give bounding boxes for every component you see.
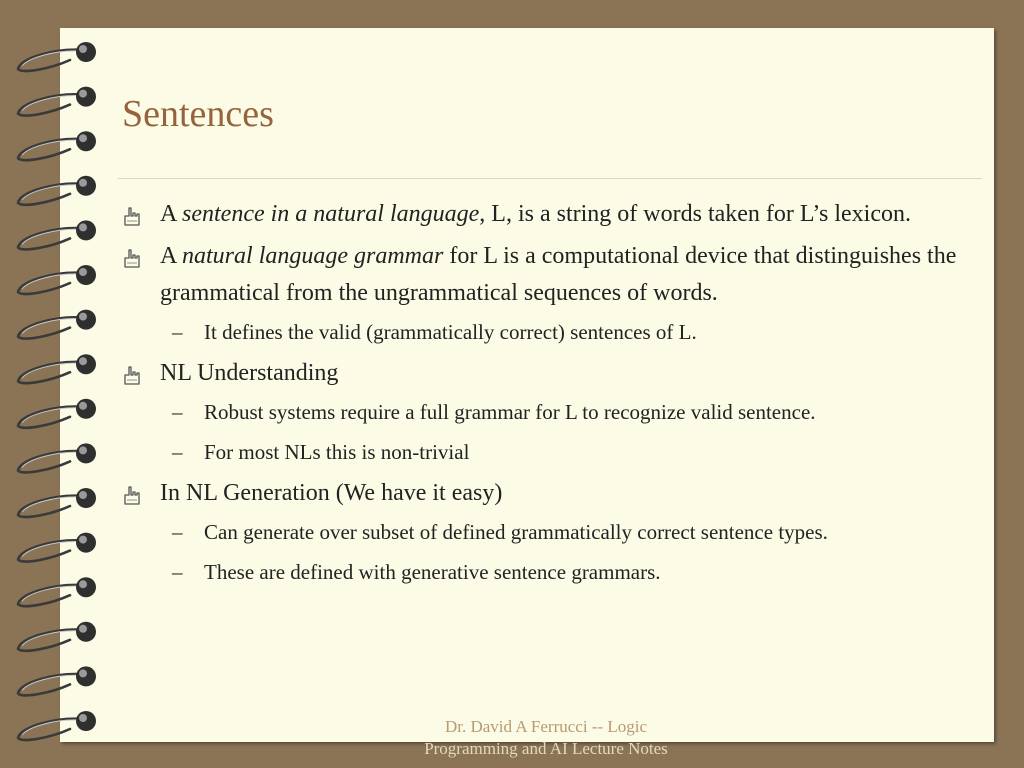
sub-bullet-item bbox=[122, 555, 982, 589]
text-segment: A bbox=[160, 243, 183, 269]
spiral-ring-icon bbox=[18, 443, 96, 472]
sub-bullet-text: For most NLs this is non-trivial bbox=[204, 440, 470, 464]
hand-pointer-icon bbox=[122, 247, 144, 269]
sub-list bbox=[160, 395, 982, 469]
sub-bullet-item bbox=[122, 315, 982, 349]
spiral-ring-icon bbox=[18, 131, 96, 160]
spiral-ring-icon bbox=[18, 666, 96, 695]
bullet-item bbox=[122, 238, 982, 349]
sub-list bbox=[160, 315, 982, 349]
bullet-list bbox=[122, 196, 982, 595]
text-segment: , L, is a string of words taken for L’s lexicon. bbox=[479, 201, 912, 227]
dash-marker: – bbox=[172, 320, 183, 344]
sub-bullet-text: It defines the valid (grammatically correct) sentences of L. bbox=[204, 320, 697, 344]
dash-marker: – bbox=[172, 400, 183, 424]
sub-bullet-item bbox=[122, 435, 982, 469]
title-divider bbox=[118, 178, 982, 179]
text-segment: A bbox=[160, 201, 183, 227]
bullet-text bbox=[160, 360, 338, 386]
slide-footer bbox=[390, 716, 702, 760]
text-segment: In NL Generation (We have it easy) bbox=[160, 480, 503, 506]
text-segment: NL Understanding bbox=[160, 360, 339, 386]
dash-marker: – bbox=[172, 560, 183, 584]
italic-term: natural language grammar bbox=[182, 243, 444, 269]
spiral-ring-icon bbox=[18, 42, 96, 71]
sub-bullet-text: Robust systems require a full grammar for L to recognize valid sentence. bbox=[204, 400, 816, 424]
bullet-item bbox=[122, 196, 982, 233]
italic-term: sentence in a natural language bbox=[182, 201, 480, 227]
sub-bullet-item bbox=[122, 395, 982, 429]
dash-marker: – bbox=[172, 440, 183, 464]
hand-pointer-icon bbox=[122, 364, 144, 386]
bullet-item bbox=[122, 355, 982, 469]
sub-list bbox=[160, 515, 982, 589]
slide-title: Sentences bbox=[122, 93, 274, 135]
bullet-item bbox=[122, 475, 982, 589]
spiral-ring-icon bbox=[18, 399, 96, 428]
bullet-text bbox=[160, 243, 956, 306]
hand-pointer-icon bbox=[122, 205, 144, 227]
spiral-ring-icon bbox=[18, 711, 96, 740]
sub-bullet-item bbox=[122, 515, 982, 549]
spiral-ring-icon bbox=[18, 533, 96, 562]
footer-course: Programming and AI Lecture Notes bbox=[424, 739, 668, 758]
spiral-ring-icon bbox=[18, 87, 96, 116]
hand-pointer-icon bbox=[122, 484, 144, 506]
footer-author: Dr. David A Ferrucci -- Logic bbox=[444, 717, 648, 736]
spiral-ring-icon bbox=[18, 622, 96, 651]
bullet-text bbox=[160, 201, 911, 227]
spiral-ring-icon bbox=[18, 310, 96, 339]
dash-marker: – bbox=[172, 520, 183, 544]
bullet-text bbox=[160, 480, 502, 506]
spiral-ring-icon bbox=[18, 354, 96, 383]
spiral-ring-icon bbox=[18, 176, 96, 205]
sub-bullet-text: Can generate over subset of defined grammatically correct sentence types. bbox=[204, 520, 828, 544]
spiral-ring-icon bbox=[18, 577, 96, 606]
sub-bullet-text: These are defined with generative sentence grammars. bbox=[204, 560, 661, 584]
spiral-ring-icon bbox=[18, 220, 96, 249]
spiral-ring-icon bbox=[18, 265, 96, 294]
spiral-binding bbox=[0, 0, 110, 768]
spiral-ring-icon bbox=[18, 488, 96, 517]
text-segment: for L is a computational device that distinguishes the grammatical from the ungrammatical sequences of words. bbox=[160, 243, 957, 306]
